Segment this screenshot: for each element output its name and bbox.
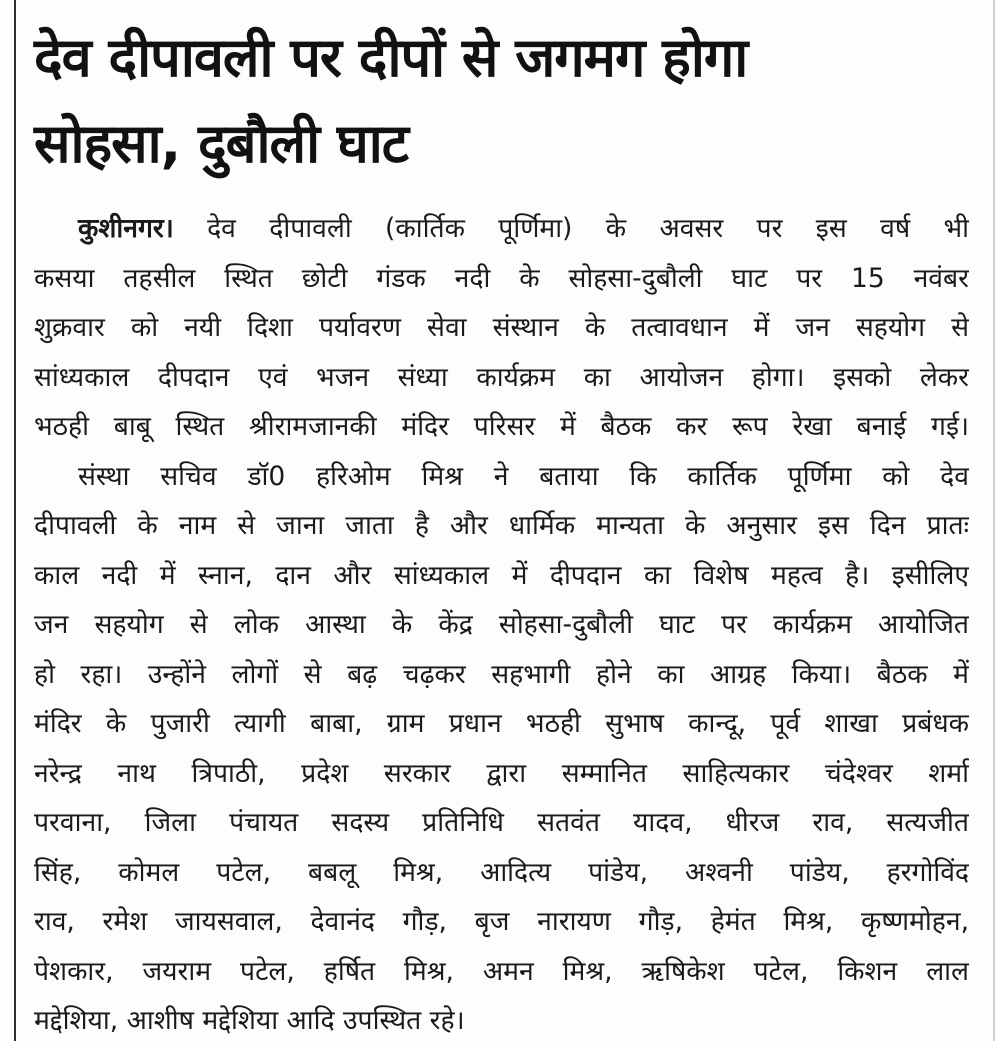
headline-line-2: सोहसा, दुबौली घाट (34, 112, 408, 175)
body-line: जन सहयोग से लोक आस्था के केंद्र सोहसा-दुबौली घाट पर कार्यक्रम आयोजित (34, 609, 969, 640)
body-line: पेशकार, जयराम पटेल, हर्षित मिश्र, अमन मिश्र, ऋषिकेश पटेल, किशन लाल (34, 955, 969, 987)
body-line: मद्देशिया, आशीष मद्देशिया आदि उपस्थित रहे। (34, 1005, 465, 1036)
page-edge (993, 0, 995, 1041)
body-line: नरेन्द्र नाथ त्रिपाठी, प्रदेश सरकार द्वारा सम्मानित साहित्यकार चंदेश्वर शर्मा (34, 757, 969, 789)
body-line: कसया तहसील स्थित छोटी गंडक नदी के सोहसा-दुबौली घाट पर 15 नवंबर (34, 262, 969, 294)
body-line: सांध्यकाल दीपदान एवं भजन संध्या कार्यक्रम का आयोजन होगा। इसको लेकर (34, 361, 969, 393)
body-line: संस्था सचिव डॉ0 हरिओम मिश्र ने बताया कि कार्तिक पूर्णिमा को देव (78, 460, 969, 492)
column-rule (14, 0, 16, 1041)
body-line: हो रहा। उन्होंने लोगों से बढ़ चढ़कर सहभागी होने का आग्रह किया। बैठक में (34, 658, 969, 690)
body-line: मंदिर के पुजारी त्यागी बाबा, ग्राम प्रधान भठही सुभाष कान्दू, पूर्व शाखा प्रबंधक (34, 708, 969, 739)
body-line-text: देव दीपावली (कार्तिक पूर्णिमा) के अवसर पर इस वर्ष भी (173, 213, 969, 244)
body-line: सिंह, कोमल पटेल, बबलू मिश्र, आदित्य पांडेय, अश्वनी पांडेय, हरगोविंद (34, 856, 969, 888)
body-line: परवाना, जिला पंचायत सदस्य प्रतिनिधि सतवंत यादव, धीरज राव, सत्यजीत (34, 807, 969, 838)
body-line: दीपावली के नाम से जाना जाता है और धार्मिक मान्यता के अनुसार इस दिन प्रातः (34, 510, 969, 541)
body-line: भठही बाबू स्थित श्रीरामजानकी मंदिर परिसर में बैठक कर रूप रेखा बनाई गई। (34, 411, 969, 442)
body-line: शुक्रवार को नयी दिशा पर्यावरण सेवा संस्थान के तत्वावधान में जन सहयोग से (34, 312, 969, 343)
body-line: राव, रमेश जायसवाल, देवानंद गौड़, बृज नारायण गौड़, हेमंत मिश्र, कृष्णमोहन, (34, 906, 969, 937)
dateline: कुशीनगर। (78, 213, 174, 244)
body-line (34, 204, 969, 254)
headline-line-1: देव दीपावली पर दीपों से जगमग होगा (34, 26, 748, 89)
article-body (34, 204, 969, 1041)
body-line: काल नदी में स्नान, दान और सांध्यकाल में दीपदान का विशेष महत्व है। इसीलिए (34, 559, 969, 591)
